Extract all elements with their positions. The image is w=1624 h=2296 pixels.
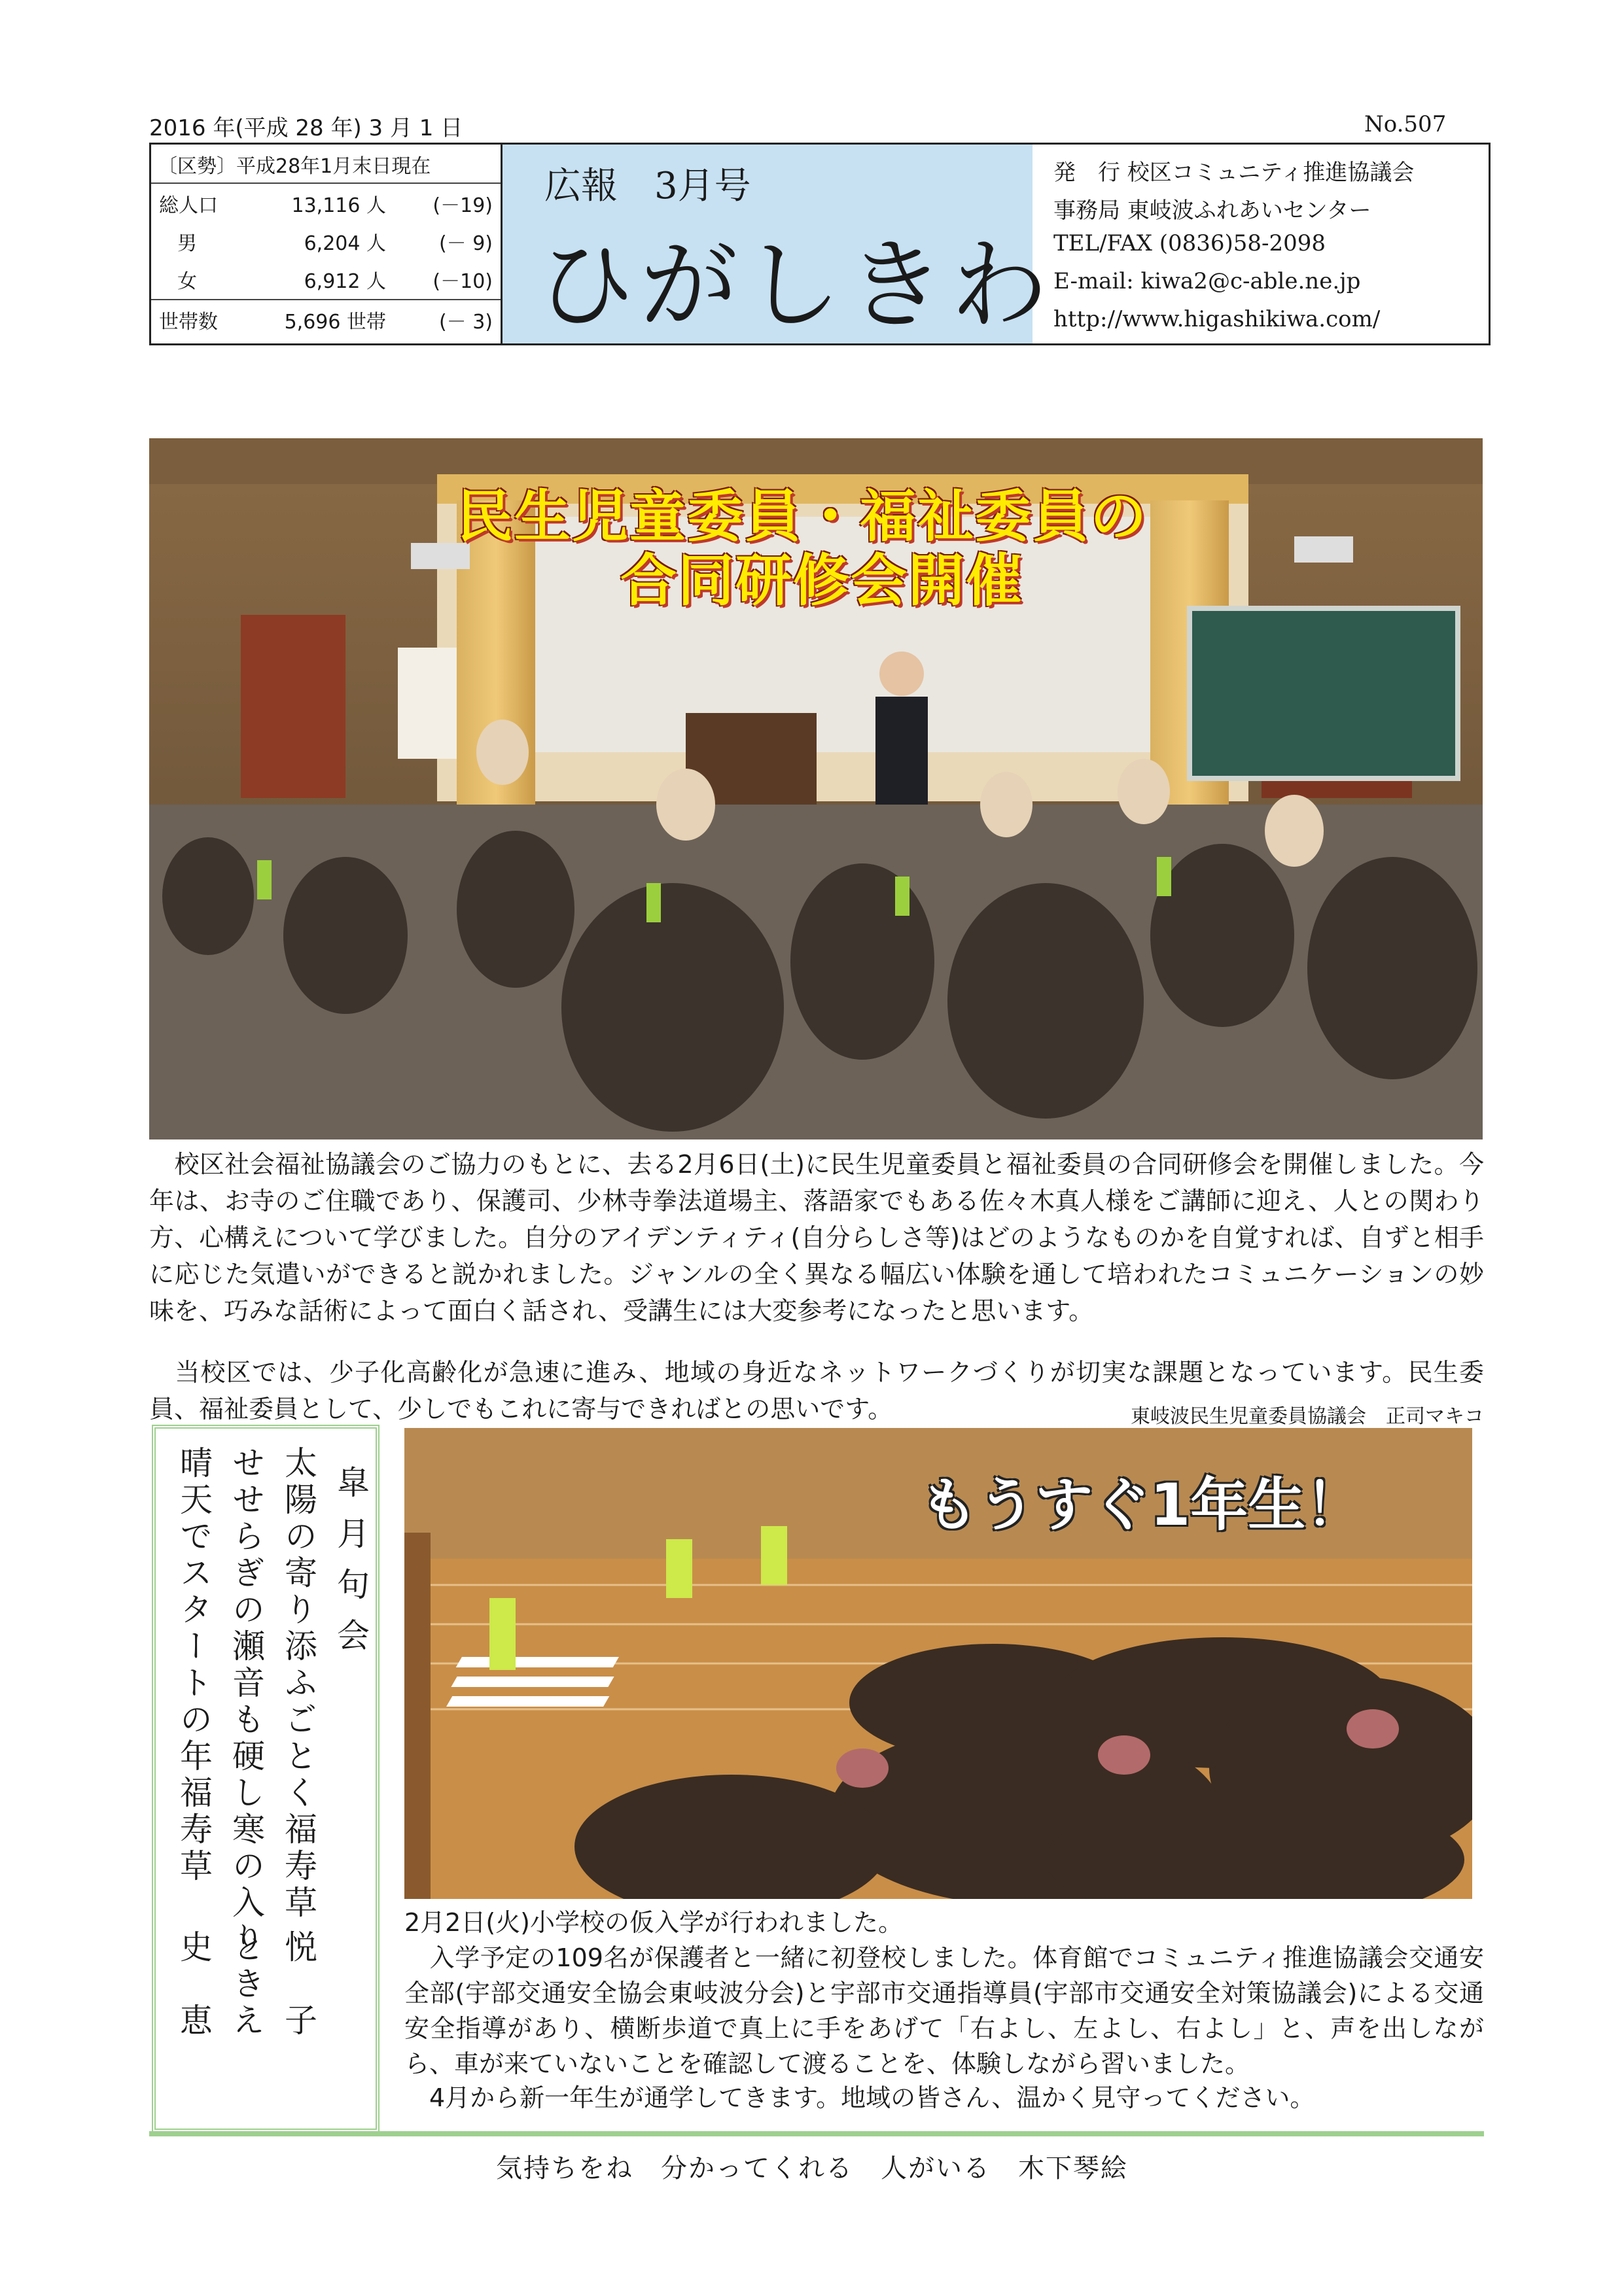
row-label: 女: [177, 270, 197, 293]
row-label: 世帯数: [159, 311, 218, 334]
population-table: [149, 143, 503, 345]
footer-verse: 気持ちをね 分かってくれる 人がいる 木下琴絵: [496, 2153, 1128, 2183]
seminar-banner-line2: 合同研修会開催: [620, 548, 1023, 614]
row-diff: (－10): [432, 270, 493, 293]
seminar-photo: [149, 438, 1483, 1139]
row-diff: (－ 3): [438, 311, 493, 334]
row-diff: (－19): [432, 194, 493, 217]
email-line: E-mail: kiwa2@c-able.ne.jp: [1053, 268, 1361, 294]
publisher-line: 発 行 校区コミュニティ推進協議会: [1053, 160, 1415, 186]
office-line: 事務局 東岐波ふれあいセンター: [1053, 198, 1371, 224]
row-label: 男: [177, 232, 197, 255]
issue-month-label: 広報 3月号: [544, 165, 751, 207]
seminar-article-paragraph: 当校区では、少子化高齢化が急速に進み、地域の身近なネットワークづくりが切実な課題となっています。民生委員、福祉委員として、少しでもこれに寄与できればとの思いです。: [149, 1358, 1484, 1423]
phone-line: TEL/FAX (0836)58-2098: [1053, 230, 1326, 256]
row-value: 6,912 人: [304, 270, 386, 293]
row-value: 6,204 人: [304, 232, 386, 255]
issue-date: 2016 年(平成 28 年) 3 月 1 日: [149, 115, 463, 141]
article-author: 東岐波民生児童委員協議会 正司マキコ: [1131, 1405, 1484, 1428]
seminar-banner-line1: 民生児童委員・福祉委員の: [457, 484, 1148, 549]
row-value: 5,696 世帯: [284, 311, 386, 334]
row-value: 13,116 人: [291, 194, 386, 217]
school-visit-paragraph: 4月から新一年生が通学してきます。地域の皆さん、温かく見守ってください。: [404, 2083, 1315, 2112]
school-visit-banner: もうすぐ1年生！: [920, 1471, 1364, 1539]
website-link[interactable]: http://www.higashikiwa.com/: [1053, 306, 1381, 332]
population-heading: 〔区勢〕平成28年1月末日現在: [158, 155, 431, 178]
haiku-verse: せせらぎの瀬音も硬し寒の入り: [227, 1446, 265, 1958]
footer-divider: [149, 2131, 1484, 2136]
divider: [151, 183, 501, 184]
haiku-author: 悦 子: [279, 1930, 317, 2040]
row-diff: (－ 9): [438, 232, 493, 255]
haiku-verse: 晴天でスタートの年福寿草: [175, 1446, 213, 1885]
newsletter-title: ひがしきわ: [537, 229, 1054, 343]
row-label: 総人口: [159, 194, 218, 217]
haiku-verse: 太陽の寄り添ふごとく福寿草: [279, 1446, 317, 1922]
haiku-author: ときえ: [227, 1930, 265, 2040]
issue-number: No.507: [1364, 111, 1447, 137]
divider: [151, 299, 501, 300]
school-visit-photo: [404, 1428, 1472, 1899]
haiku-title: 皐 月 句 会: [332, 1465, 370, 1655]
school-visit-paragraph: 入学予定の109名が保護者と一緒に初登校しました。体育館でコミュニティ推進協議会交通安全部(宇部交通安全協会東岐波分会)と宇部市交通指導員(宇部市交通安全対策協議会)による交通安全指導があり、横断歩道で真上に手をあげて「右よし、左よし、右よし」と、声を出しながら、車が来ていないことを確認して渡ることを、体験しながら習いました。: [404, 1943, 1484, 2078]
seminar-article-paragraph: 校区社会福祉協議会のご協力のもとに、去る2月6日(土)に民生児童委員と福祉委員の合同研修会を開催しました。今年は、お寺のご住職であり、保護司、少林寺拳法道場主、落語家でもある佐々木真人様をご講師に迎え、人との関わり方、心構えについて学びました。自分のアイデンティティ(自分らしさ等)はどのようなものかを自覚すれば、自ずと相手に応じた気遣いができると説かれました。ジャンルの全く異なる幅広い体験を通して培われたコミュニケーションの妙味を、巧みな話術によって面白く話され、受講生には大変参考になったと思います。: [149, 1150, 1484, 1325]
haiku-author: 史 恵: [175, 1930, 213, 2040]
school-visit-paragraph: 2月2日(火)小学校の仮入学が行われました。: [404, 1908, 904, 1937]
